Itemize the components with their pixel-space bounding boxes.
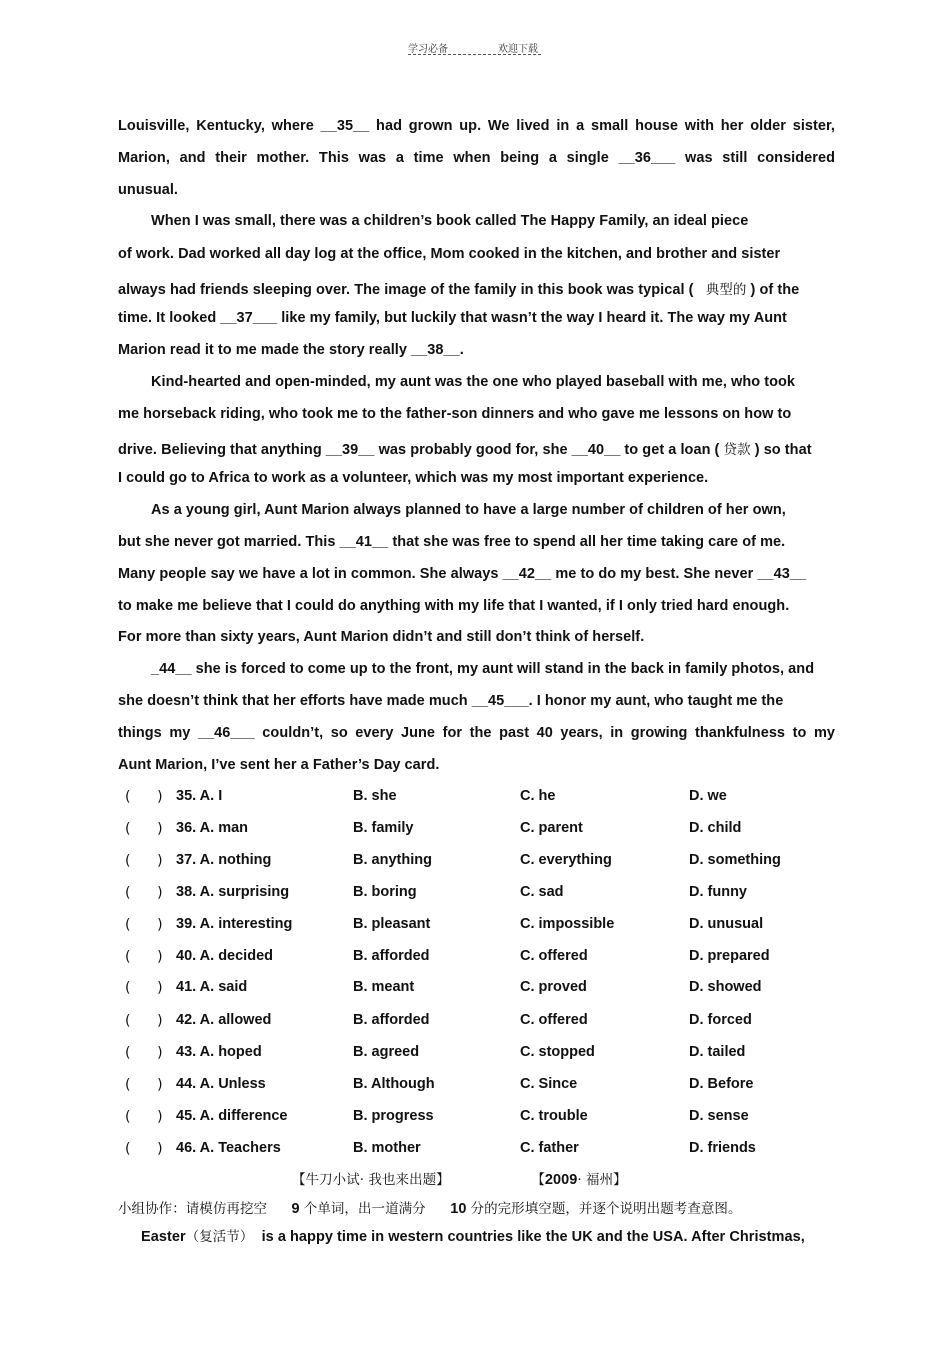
header-right-text: 欢迎下载 <box>498 44 538 55</box>
answer-blank[interactable]: ( ) <box>125 821 163 837</box>
question-number-option-a <box>176 1140 281 1156</box>
option-a: A. Teachers <box>199 1140 281 1156</box>
question-number: 36. <box>176 820 197 836</box>
passage-text: always had friends sleeping over. The image of the family in this book was typical ( <box>118 282 694 298</box>
next-passage-line <box>141 1225 805 1245</box>
task-text: 小组协作：请模仿再挖空 <box>118 1201 268 1217</box>
option-c: C. everything <box>520 852 612 868</box>
passage-line: _44__ she is forced to come up to the front, my aunt will stand in the back in family photos, and <box>151 661 815 677</box>
option-a: A. man <box>199 820 249 836</box>
answer-blank[interactable]: ( ) <box>125 789 163 805</box>
option-c: C. he <box>520 788 556 804</box>
option-a: A. interesting <box>199 916 293 932</box>
option-d: D. unusual <box>689 916 764 932</box>
passage-line: time. It looked __37___ like my family, but luckily that wasn’t the way I heard it. The way my Aunt <box>118 310 787 326</box>
answer-blank[interactable]: ( ) <box>125 853 163 869</box>
question-number: 35. <box>176 788 197 804</box>
option-d: D. Before <box>689 1076 754 1092</box>
option-c: C. offered <box>520 948 588 964</box>
question-number-option-a <box>176 916 292 932</box>
passage-line: As a young girl, Aunt Marion always planned to have a large number of children of her own, <box>151 502 786 518</box>
header-divider <box>408 54 541 55</box>
option-c: C. Since <box>520 1076 578 1092</box>
option-d: D. showed <box>689 979 762 995</box>
task-number: 9 <box>291 1201 300 1217</box>
question-number: 44. <box>176 1076 197 1092</box>
passage-line: Marion, and their mother. This was a time when being a single __36___ was still considered <box>118 150 835 166</box>
option-a: A. difference <box>199 1108 288 1124</box>
option-a: A. hoped <box>199 1044 262 1060</box>
passage-line: of work. Dad worked all day log at the office, Mom cooked in the kitchen, and brother and sister <box>118 246 781 262</box>
header-left-text: 学习必备 <box>408 44 448 55</box>
answer-blank[interactable]: ( ) <box>125 1013 163 1029</box>
passage-text: ) so that <box>754 442 812 458</box>
question-number: 43. <box>176 1044 197 1060</box>
passage-line <box>118 438 812 458</box>
option-d: D. something <box>689 852 781 868</box>
option-c: C. trouble <box>520 1108 588 1124</box>
answer-blank[interactable]: ( ) <box>125 885 163 901</box>
question-number-option-a <box>176 820 248 836</box>
option-d: D. prepared <box>689 948 770 964</box>
question-number: 42. <box>176 1012 197 1028</box>
option-c: C. father <box>520 1140 579 1156</box>
section-task <box>118 1197 742 1217</box>
option-b: B. she <box>353 788 397 804</box>
option-a: A. surprising <box>199 884 290 900</box>
option-d: D. child <box>689 820 742 836</box>
option-b: B. pleasant <box>353 916 431 932</box>
option-b: B. family <box>353 820 414 836</box>
chinese-gloss: 贷款 <box>723 442 751 458</box>
option-c: C. offered <box>520 1012 588 1028</box>
passage-line: she doesn’t think that her efforts have made much __45___. I honor my aunt, who taught me the <box>118 693 784 709</box>
task-text: 分的完形填空题，并逐个说明出题考查意图。 <box>470 1201 742 1217</box>
passage-text: drive. Believing that anything __39__ was probably good for, she __40__ to get a loan ( <box>118 442 720 458</box>
passage-line: but she never got married. This __41__ that she was free to spend all her time taking care of me. <box>118 534 786 550</box>
question-number-option-a <box>176 1108 288 1124</box>
option-a: A. I <box>199 788 223 804</box>
question-number: 39. <box>176 916 197 932</box>
passage-text: ) of the <box>750 282 800 298</box>
option-d: D. forced <box>689 1012 752 1028</box>
passage-line: unusual. <box>118 182 179 198</box>
question-number-option-a <box>176 788 222 804</box>
passage-line: Many people say we have a lot in common. She always __42__ me to do my best. She never __43__ <box>118 566 807 582</box>
chinese-gloss: 典型的 <box>705 282 747 298</box>
option-b: B. afforded <box>353 1012 430 1028</box>
option-b: B. progress <box>353 1108 434 1124</box>
passage-line: Louisville, Kentucky, where __35__ had grown up. We lived in a small house with her older sister, <box>118 118 835 134</box>
question-number: 38. <box>176 884 197 900</box>
option-b: B. Although <box>353 1076 435 1092</box>
passage-line: When I was small, there was a children’s book called The Happy Family, an ideal piece <box>151 213 749 229</box>
answer-blank[interactable]: ( ) <box>125 980 163 996</box>
task-number: 10 <box>450 1201 467 1217</box>
option-d: D. funny <box>689 884 747 900</box>
option-a: A. decided <box>199 948 273 964</box>
passage-text: Easter <box>141 1229 186 1245</box>
answer-blank[interactable]: ( ) <box>125 1077 163 1093</box>
option-b: B. anything <box>353 852 432 868</box>
option-b: B. meant <box>353 979 415 995</box>
option-c: C. stopped <box>520 1044 595 1060</box>
section-title-left: 【牛刀小试· 我也来出题】 <box>292 1172 450 1188</box>
option-d: D. tailed <box>689 1044 746 1060</box>
answer-blank[interactable]: ( ) <box>125 1045 163 1061</box>
section-year: 2009 <box>544 1172 578 1188</box>
section-title <box>292 1168 627 1188</box>
option-d: D. we <box>689 788 727 804</box>
option-c: C. impossible <box>520 916 615 932</box>
option-c: C. sad <box>520 884 564 900</box>
answer-blank[interactable]: ( ) <box>125 1141 163 1157</box>
answer-blank[interactable]: ( ) <box>125 917 163 933</box>
question-number: 45. <box>176 1108 197 1124</box>
question-number: 37. <box>176 852 197 868</box>
option-b: B. boring <box>353 884 417 900</box>
passage-line: For more than sixty years, Aunt Marion didn’t and still don’t think of herself. <box>118 629 645 645</box>
answer-blank[interactable]: ( ) <box>125 1109 163 1125</box>
question-number-option-a <box>176 1012 271 1028</box>
passage-line <box>118 278 799 298</box>
question-number: 46. <box>176 1140 197 1156</box>
question-number-option-a <box>176 1076 266 1092</box>
section-place: · 福州】 <box>577 1172 627 1188</box>
passage-line: me horseback riding, who took me to the father-son dinners and who gave me lessons on how to <box>118 406 792 422</box>
option-a: A. nothing <box>199 852 272 868</box>
passage-line: Kind-hearted and open-minded, my aunt was the one who played baseball with me, who took <box>151 374 796 390</box>
question-number-option-a <box>176 948 273 964</box>
passage-line: to make me believe that I could do anything with my life that I wanted, if I only tried hard enough. <box>118 598 790 614</box>
option-b: B. mother <box>353 1140 421 1156</box>
question-number-option-a <box>176 979 247 995</box>
passage-line: I could go to Africa to work as a volunteer, which was my most important experience. <box>118 470 709 486</box>
passage-line: Marion read it to me made the story really __38__. <box>118 342 464 358</box>
option-a: A. said <box>199 979 248 995</box>
section-title-bracket: 【 <box>531 1172 545 1188</box>
option-b: B. agreed <box>353 1044 420 1060</box>
task-text: 个单词，出一道满分 <box>303 1201 426 1217</box>
question-number: 41. <box>176 979 197 995</box>
answer-blank[interactable]: ( ) <box>125 949 163 965</box>
option-a: A. Unless <box>199 1076 266 1092</box>
option-a: A. allowed <box>199 1012 272 1028</box>
option-c: C. parent <box>520 820 583 836</box>
question-number-option-a <box>176 1044 262 1060</box>
option-d: D. sense <box>689 1108 749 1124</box>
option-b: B. afforded <box>353 948 430 964</box>
question-number: 40. <box>176 948 197 964</box>
passage-line: things my __46___ couldn’t, so every June for the past 40 years, in growing thankfulness to my <box>118 725 835 741</box>
option-c: C. proved <box>520 979 587 995</box>
passage-text: is a happy time in western countries like the UK and the USA. After Christmas, <box>261 1229 805 1245</box>
passage-line: Aunt Marion, I’ve sent her a Father’s Day card. <box>118 757 440 773</box>
question-number-option-a <box>176 884 289 900</box>
chinese-gloss: （复活节） <box>185 1229 254 1245</box>
option-d: D. friends <box>689 1140 756 1156</box>
question-number-option-a <box>176 852 271 868</box>
